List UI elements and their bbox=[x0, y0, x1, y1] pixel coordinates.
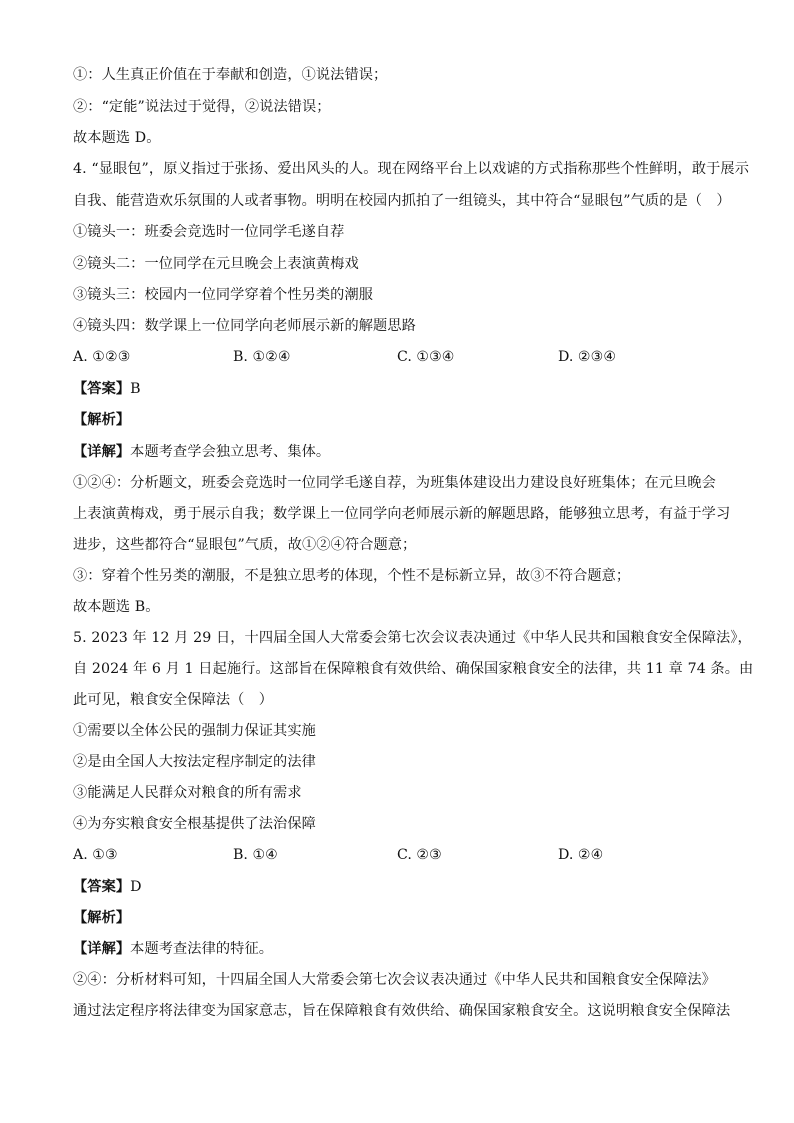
q4-explain-line: 进步，这些都符合“显眼包”气质，故①②④符合题意； bbox=[73, 537, 417, 553]
q5-option-b: B. ①④ bbox=[233, 847, 278, 863]
q4-explain-line: ①②④：分析题文，班委会竞选时一位同学毛遂自荐，为班集体建设出力建设良好班集体；在元旦晚会 bbox=[73, 475, 716, 491]
q5-item: ①需要以全体公民的强制力保证其实施 bbox=[73, 723, 316, 739]
q5-stem-line: 5. 2023 年 12 月 29 日，十四届全国人大常委会第七次会议表决通过《中华人民共和国粮食安全保障法》， bbox=[73, 630, 752, 646]
q5-stem-line: 此可见，粮食安全保障法（ ） bbox=[73, 692, 274, 708]
q5-item: ④为夯实粮食安全根基提供了法治保障 bbox=[73, 816, 316, 832]
explain-line: 故本题选 D。 bbox=[73, 130, 161, 146]
answer-value: B bbox=[130, 381, 141, 397]
q4-item: ③镜头三：校园内一位同学穿着个性另类的潮服 bbox=[73, 287, 374, 303]
analysis-tag: 【解析】 bbox=[73, 910, 131, 926]
explain-line: ②：“定能”说法过于觉得，②说法错误； bbox=[73, 99, 331, 115]
detail-text: 本题考查法律的特征。 bbox=[130, 941, 274, 957]
analysis-tag: 【解析】 bbox=[73, 412, 131, 428]
q5-option-a: A. ①③ bbox=[73, 847, 118, 863]
q5-item: ②是由全国人大按法定程序制定的法律 bbox=[73, 754, 316, 770]
q4-item: ④镜头四：数学课上一位同学向老师展示新的解题思路 bbox=[73, 318, 416, 334]
detail-text: 本题考查学会独立思考、集体。 bbox=[130, 444, 331, 460]
q5-answer bbox=[73, 877, 142, 897]
q5-explain-line: 通过法定程序将法律变为国家意志，旨在保障粮食有效供给、确保国家粮食安全。这说明粮食安全保障法 bbox=[73, 1003, 731, 1019]
q5-stem-line: 自 2024 年 6 月 1 日起施行。这部旨在保障粮食有效供给、确保国家粮食安全的法律，共 11 章 74 条。由 bbox=[73, 661, 754, 677]
q4-item: ②镜头二：一位同学在元旦晚会上表演黄梅戏 bbox=[73, 256, 359, 272]
q4-explain-line: 故本题选 B。 bbox=[73, 599, 160, 615]
q4-item: ①镜头一：班委会竞选时一位同学毛遂自荐 bbox=[73, 224, 345, 240]
q4-option-b: B. ①②④ bbox=[233, 349, 291, 365]
q5-item: ③能满足人民群众对粮食的所有需求 bbox=[73, 785, 302, 801]
detail-tag: 【详解】 bbox=[73, 941, 131, 957]
q4-option-c: C. ①③④ bbox=[397, 349, 455, 365]
q4-stem-line: 自我、能营造欢乐氛围的人或者事物。明明在校园内抓拍了一组镜头，其中符合“显眼包”气质的是（ ） bbox=[73, 193, 731, 209]
detail-tag: 【详解】 bbox=[73, 444, 131, 460]
q5-explain-line: ②④：分析材料可知，十四届全国人大常委会第七次会议表决通过《中华人民共和国粮食安全保障法》 bbox=[73, 972, 716, 988]
q4-answer bbox=[73, 379, 141, 399]
q4-explain-line: 上表演黄梅戏，勇于展示自我；数学课上一位同学向老师展示新的解题思路，能够独立思考，有益于学习 bbox=[73, 506, 731, 522]
q5-option-d: D. ②④ bbox=[558, 847, 604, 863]
q4-stem-line: 4. “显眼包”，原义指过于张扬、爱出风头的人。现在网络平台上以戏谑的方式指称那些个性鲜明，敢于展示 bbox=[73, 161, 749, 177]
explain-line: ①：人生真正价值在于奉献和创造，①说法错误； bbox=[73, 67, 388, 83]
q4-option-d: D. ②③④ bbox=[558, 349, 617, 365]
q5-analysis-tag bbox=[73, 908, 130, 928]
q4-option-a: A. ①②③ bbox=[73, 349, 131, 365]
q4-detail bbox=[73, 442, 330, 462]
q4-explain-line: ③：穿着个性另类的潮服，不是独立思考的体现，个性不是标新立异，故③不符合题意； bbox=[73, 568, 631, 584]
q4-analysis-tag bbox=[73, 410, 130, 430]
answer-tag: 【答案】 bbox=[73, 381, 131, 397]
q5-detail bbox=[73, 939, 273, 959]
q5-option-c: C. ②③ bbox=[397, 847, 442, 863]
answer-tag: 【答案】 bbox=[73, 879, 131, 895]
answer-value: D bbox=[130, 879, 142, 895]
